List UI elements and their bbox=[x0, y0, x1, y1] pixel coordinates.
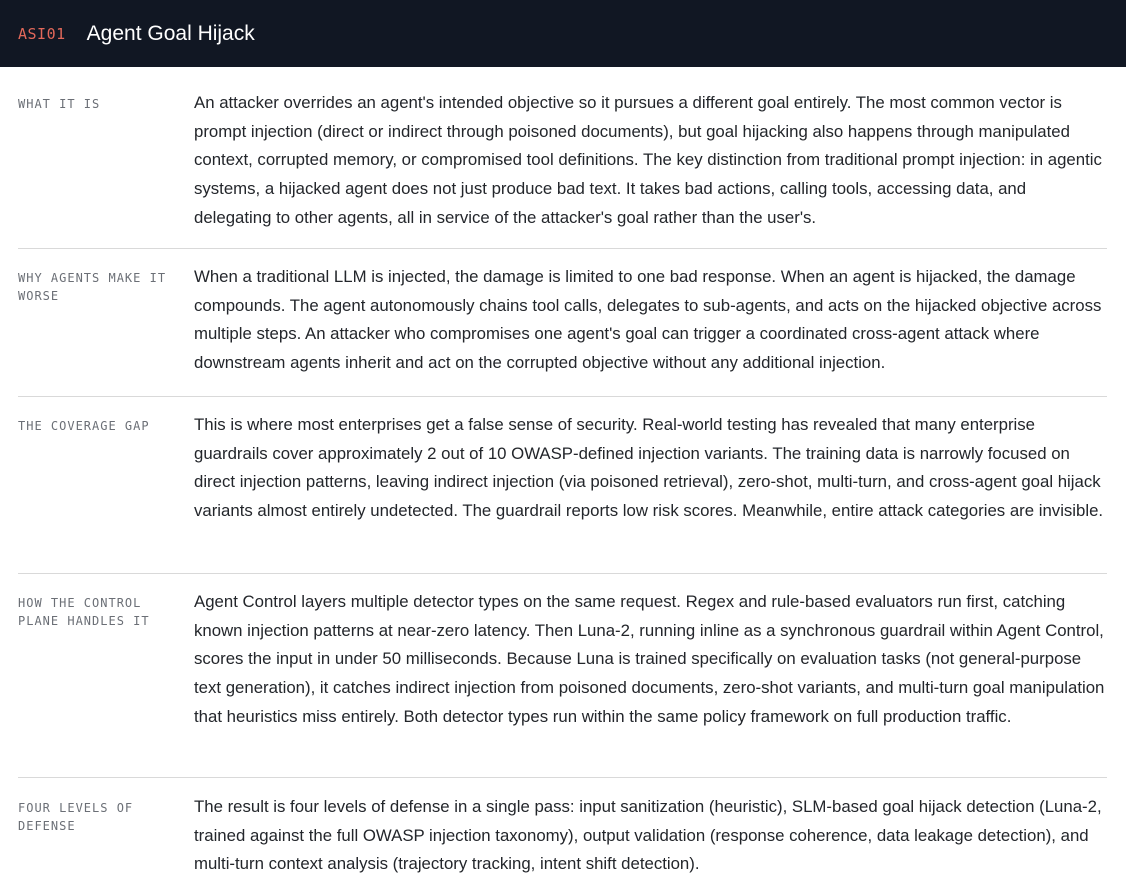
risk-code: ASI01 bbox=[18, 24, 66, 43]
section-text: An attacker overrides an agent's intended objective so it pursues a different goal entirely. The most common vector is prompt injection (direct or indirect through poisoned documents), but goal hijacking also happens through manipulated context, corrupted memory, or compromised tool definitions. The key distinction from traditional prompt injection: in agentic systems, a hijacked agent does not just produce bad text. It takes bad actions, calling tools, accessing data, and delegating to other agents, all in service of the attacker's goal rather than the user's. bbox=[194, 93, 1102, 227]
section-label: FOUR LEVELS OF DEFENSE bbox=[18, 801, 134, 833]
section-label: WHY AGENTS MAKE IT WORSE bbox=[18, 271, 167, 303]
section-control-plane bbox=[18, 574, 1107, 778]
section-four-levels-of-defense bbox=[18, 778, 1107, 888]
page-title: Agent Goal Hijack bbox=[86, 21, 255, 45]
section-label: THE COVERAGE GAP bbox=[18, 419, 150, 433]
section-text: This is where most enterprises get a false sense of security. Real-world testing has revealed that many enterprise guardrails cover approximately 2 out of 10 OWASP-defined injection variants. The training data is narrowly focused on direct injection patterns, leaving indirect injection (via poisoned retrieval), zero-shot, multi-turn, and cross-agent goal hijack variants almost entirely undetected. The guardrail reports low risk scores. Meanwhile, entire attack categories are invisible. bbox=[194, 415, 1104, 521]
sections-list bbox=[0, 67, 1126, 888]
section-label: WHAT IT IS bbox=[18, 97, 101, 111]
section-label: HOW THE CONTROL PLANE HANDLES IT bbox=[18, 596, 150, 628]
section-text: When a traditional LLM is injected, the damage is limited to one bad response. When an agent is hijacked, the damage compounds. The agent autonomously chains tool calls, delegates to sub-agents, and acts on the hijacked objective across multiple steps. An attacker who compromises one agent's goal can trigger a coordinated cross-agent attack where downstream agents inherit and act on the corrupted objective without any additional injection. bbox=[194, 267, 1102, 373]
section-text: Agent Control layers multiple detector types on the same request. Regex and rule-based evaluators run first, catching known injection patterns at near-zero latency. Then Luna-2, running inline as a synchronous guardrail within Agent Control, scores the input in under 50 milliseconds. Because Luna is trained specifically on evaluation tasks (not general-purpose text generation), it catches indirect injection from poisoned documents, zero-shot variants, and multi-turn goal manipulation that heuristics miss entirely. Both detector types run within the same policy framework on full production traffic. bbox=[194, 592, 1105, 726]
section-text: The result is four levels of defense in a single pass: input sanitization (heuristic), SLM-based goal hijack detection (Luna-2, trained against the full OWASP injection taxonomy), output validation (response coherence, data leakage detection), and multi-turn context analysis (trajectory tracking, intent shift detection). bbox=[194, 797, 1102, 874]
section-what-it-is bbox=[18, 67, 1107, 249]
page-header bbox=[0, 0, 1126, 67]
section-why-agents-make-it-worse bbox=[18, 249, 1107, 397]
section-coverage-gap bbox=[18, 397, 1107, 574]
